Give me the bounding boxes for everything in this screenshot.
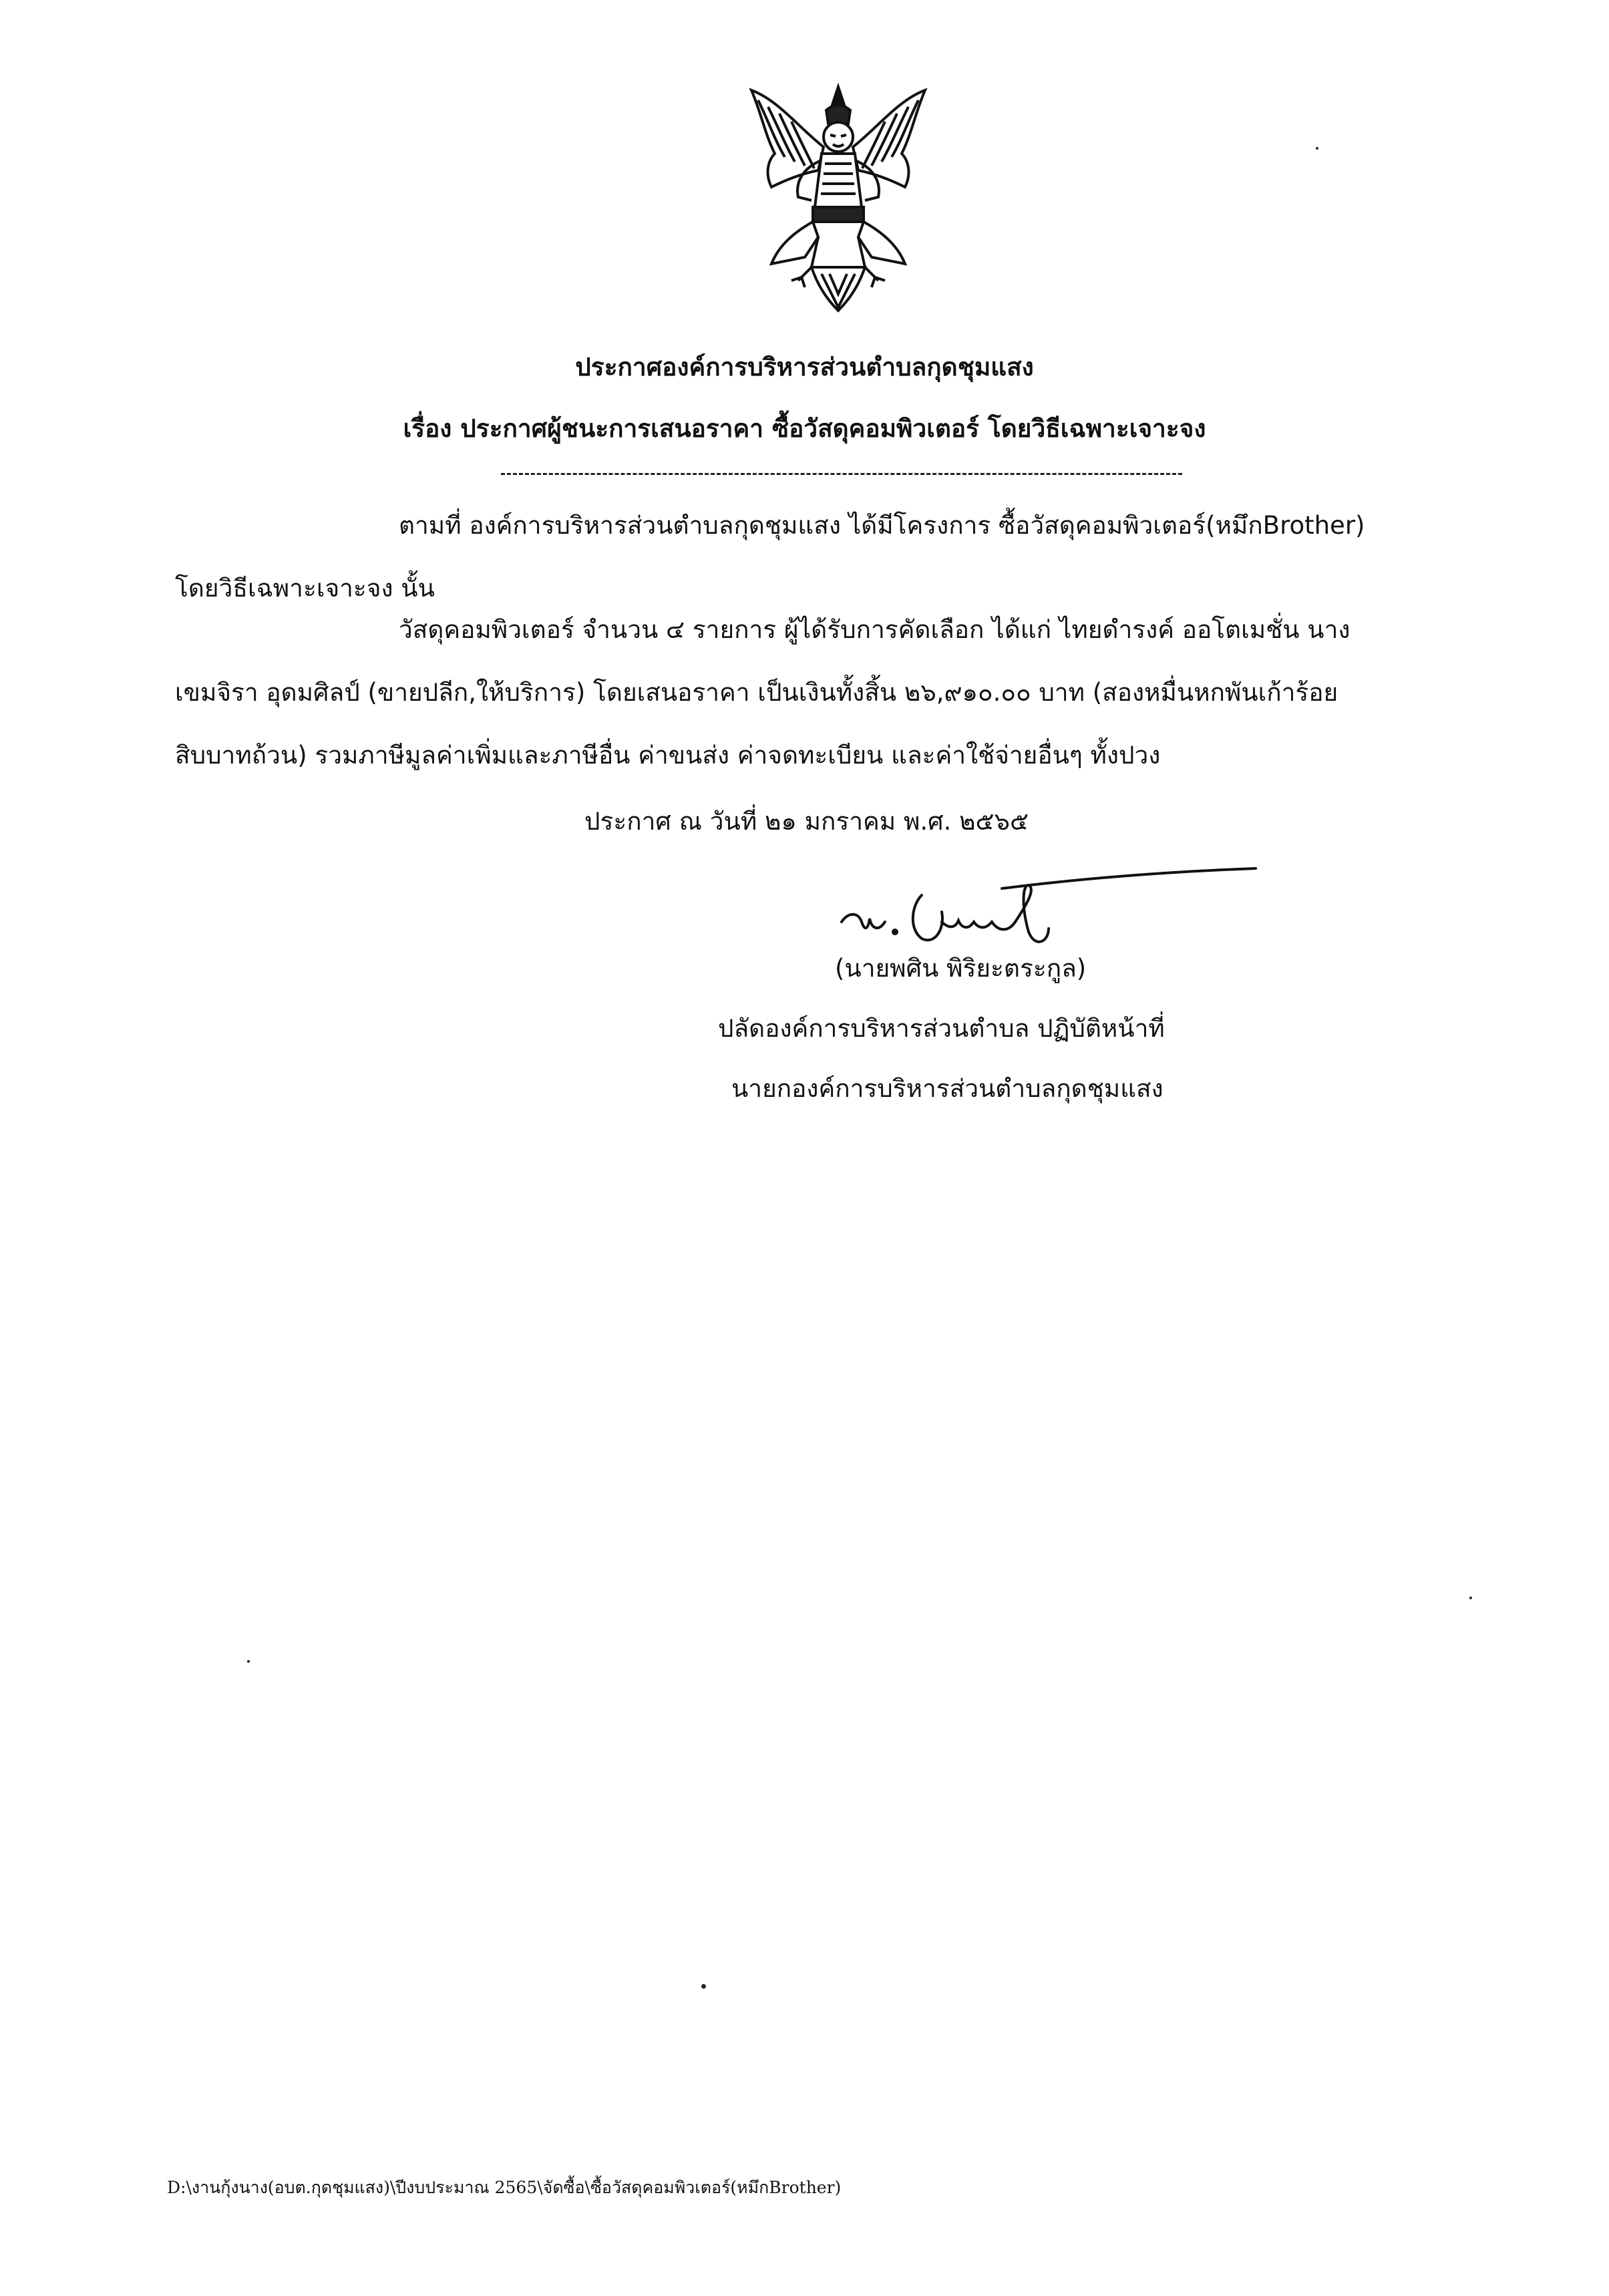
- scan-speck: [701, 1984, 706, 1989]
- paragraph-winner: [175, 599, 1484, 787]
- header-separator: [501, 473, 1182, 475]
- scan-speck: [247, 1660, 250, 1663]
- signatory-position: ปลัดองค์การบริหารส่วนตำบล ปฏิบัติหน้าที่: [718, 1014, 1165, 1043]
- signatory-acting-position: นายกองค์การบริหารส่วนตำบลกุดชุมแสง: [731, 1074, 1164, 1103]
- announcement-subject: เรื่อง ประกาศผู้ชนะการเสนอราคา ซื้อวัสดุคอมพิวเตอร์ โดยวิธีเฉพาะเจาะจง: [403, 414, 1206, 443]
- file-path-footer: D:\งานกุ้งนาง(อบต.กุดชุมแสง)\ปีงบประมาณ 2565\จัดซื้อ\ซื้อวัสดุคอมพิวเตอร์(หมึกBrother): [167, 2178, 842, 2197]
- garuda-emblem: [738, 80, 938, 321]
- signatory-name: (นายพศิน พิริยะตระกูล): [835, 954, 1087, 983]
- announcement-date: ประกาศ ณ วันที่ ๒๑ มกราคม พ.ศ. ๒๕๖๕: [584, 807, 1029, 836]
- announcement-title: ประกาศองค์การบริหารส่วนตำบลกุดชุมแสง: [575, 353, 1034, 381]
- paragraph-line: เขมจิรา อุดมศิลป์ (ขายปลีก,ให้บริการ) โดยเสนอราคา เป็นเงินทั้งสิ้น ๒๖,๙๑๐.๐๐ บาท (สองหมื่นหกพันเก้าร้อย: [175, 678, 1338, 707]
- scan-speck: [1469, 1597, 1472, 1599]
- paragraph-line: วัสดุคอมพิวเตอร์ จำนวน ๔ รายการ ผู้ได้รับการคัดเลือก ได้แก่ ไทยดำรงค์ ออโตเมชั่น นาง: [399, 615, 1351, 644]
- paragraph-line: ตามที่ องค์การบริหารส่วนตำบลกุดชุมแสง ได้มีโครงการ ซื้อวัสดุคอมพิวเตอร์(หมึกBrother): [399, 511, 1365, 540]
- handwritten-signature: [828, 848, 1262, 962]
- paragraph-line: สิบบาทถ้วน) รวมภาษีมูลค่าเพิ่มและภาษีอื่น ค่าขนส่ง ค่าจดทะเบียน และค่าใช้จ่ายอื่นๆ ทั้งปวง: [175, 741, 1161, 770]
- scan-speck: [1316, 147, 1318, 150]
- paragraph-line: โดยวิธีเฉพาะเจาะจง นั้น: [175, 574, 435, 603]
